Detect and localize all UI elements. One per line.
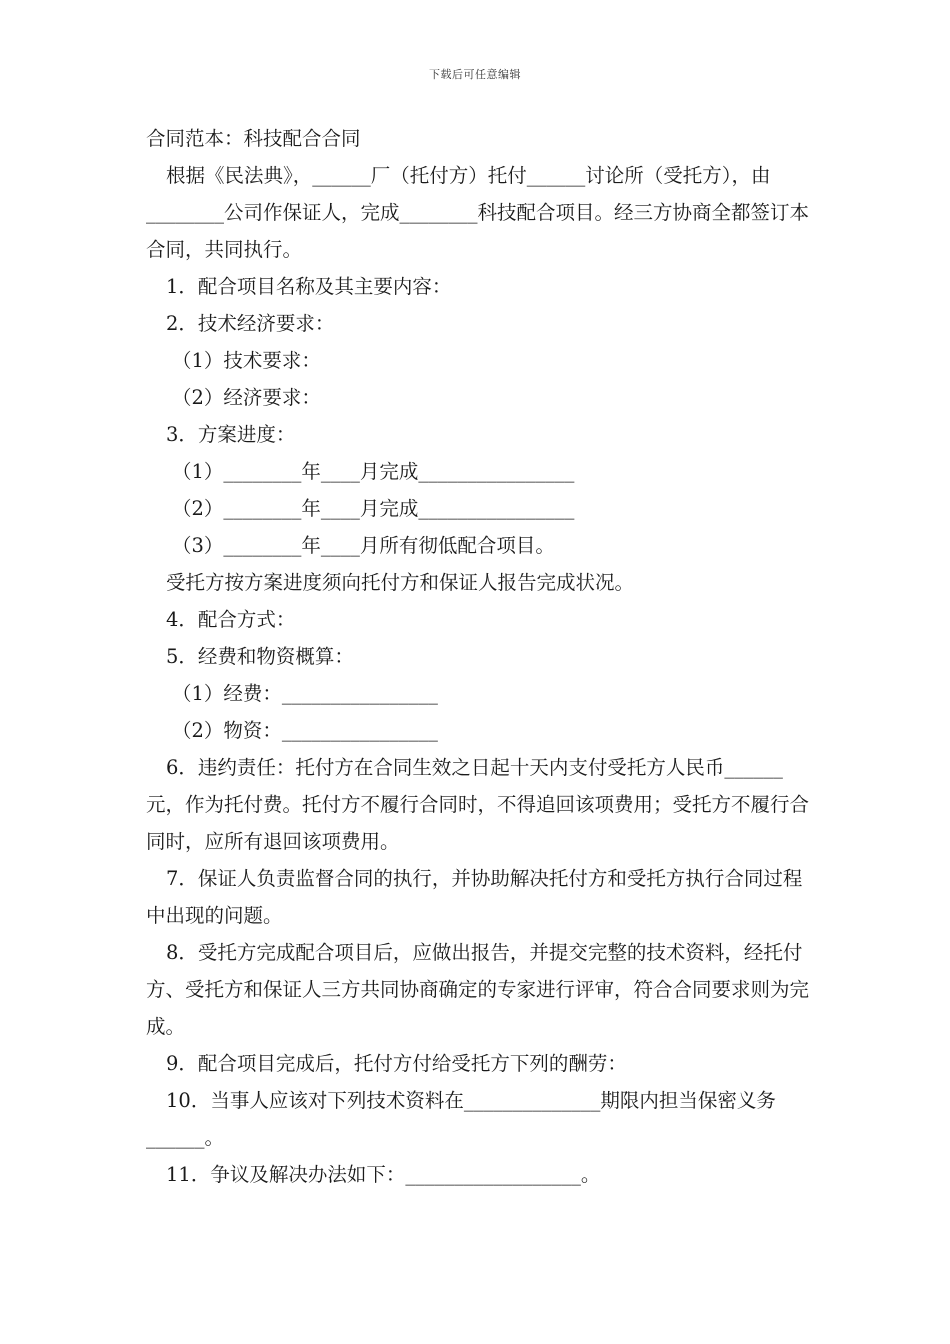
clause-3-note: 受托方按方案进度须向托付方和保证人报告完成状况。: [166, 571, 635, 594]
clause-3-sub-1: （1）________年____月完成________________: [172, 460, 575, 483]
clause-3-sub-3: （3）________年____月所有彻低配合项目。: [172, 534, 555, 557]
clause-6: 6．违约责任：托付方在合同生效之日起十天内支付受托方人民币______元，作为托付费。托付方不履行合同时，不得追回该项费用；受托方不履行合同时，应所有退回该项费用。: [146, 756, 810, 853]
clause-8: 8．受托方完成配合项目后，应做出报告，并提交完整的技术资料，经托付方、受托方和保证人三方共同协商确定的专家进行评审，符合合同要求则为完成。: [146, 941, 810, 1038]
clause-2-sub-1: （1）技术要求：: [172, 349, 321, 372]
clause-3: 3．方案进度：: [166, 423, 296, 446]
clause-11: 11．争议及解决办法如下：__________________。: [166, 1163, 601, 1186]
clause-9: 9．配合项目完成后，托付方付给受托方下列的酬劳：: [166, 1052, 627, 1075]
clause-4: 4．配合方式：: [166, 608, 296, 631]
clause-5-sub-2: （2）物资：________________: [172, 719, 438, 742]
clause-7: 7．保证人负责监督合同的执行，并协助解决托付方和受托方执行合同过程中出现的问题。: [146, 867, 803, 927]
clause-5: 5．经费和物资概算：: [166, 645, 354, 668]
document-title: 合同范本：科技配合合同: [146, 127, 361, 150]
header-note: 下载后可任意编辑: [429, 68, 521, 81]
clause-1: 1．配合项目名称及其主要内容：: [166, 275, 452, 298]
clause-2: 2．技术经济要求：: [166, 312, 335, 335]
clause-3-sub-2: （2）________年____月完成________________: [172, 497, 575, 520]
clause-2-sub-2: （2）经济要求：: [172, 386, 321, 409]
clause-10: 10．当事人应该对下列技术资料在______________期限内担当保密义务______。: [146, 1089, 776, 1149]
clause-5-sub-1: （1）经费：________________: [172, 682, 438, 705]
intro-paragraph: 根据《民法典》，______厂（托付方）托付______讨论所（受托方），由________公司作保证人，完成________科技配合项目。经三方协商全都签订本合同，共同执行。: [146, 164, 810, 261]
document-body: [146, 120, 810, 1193]
